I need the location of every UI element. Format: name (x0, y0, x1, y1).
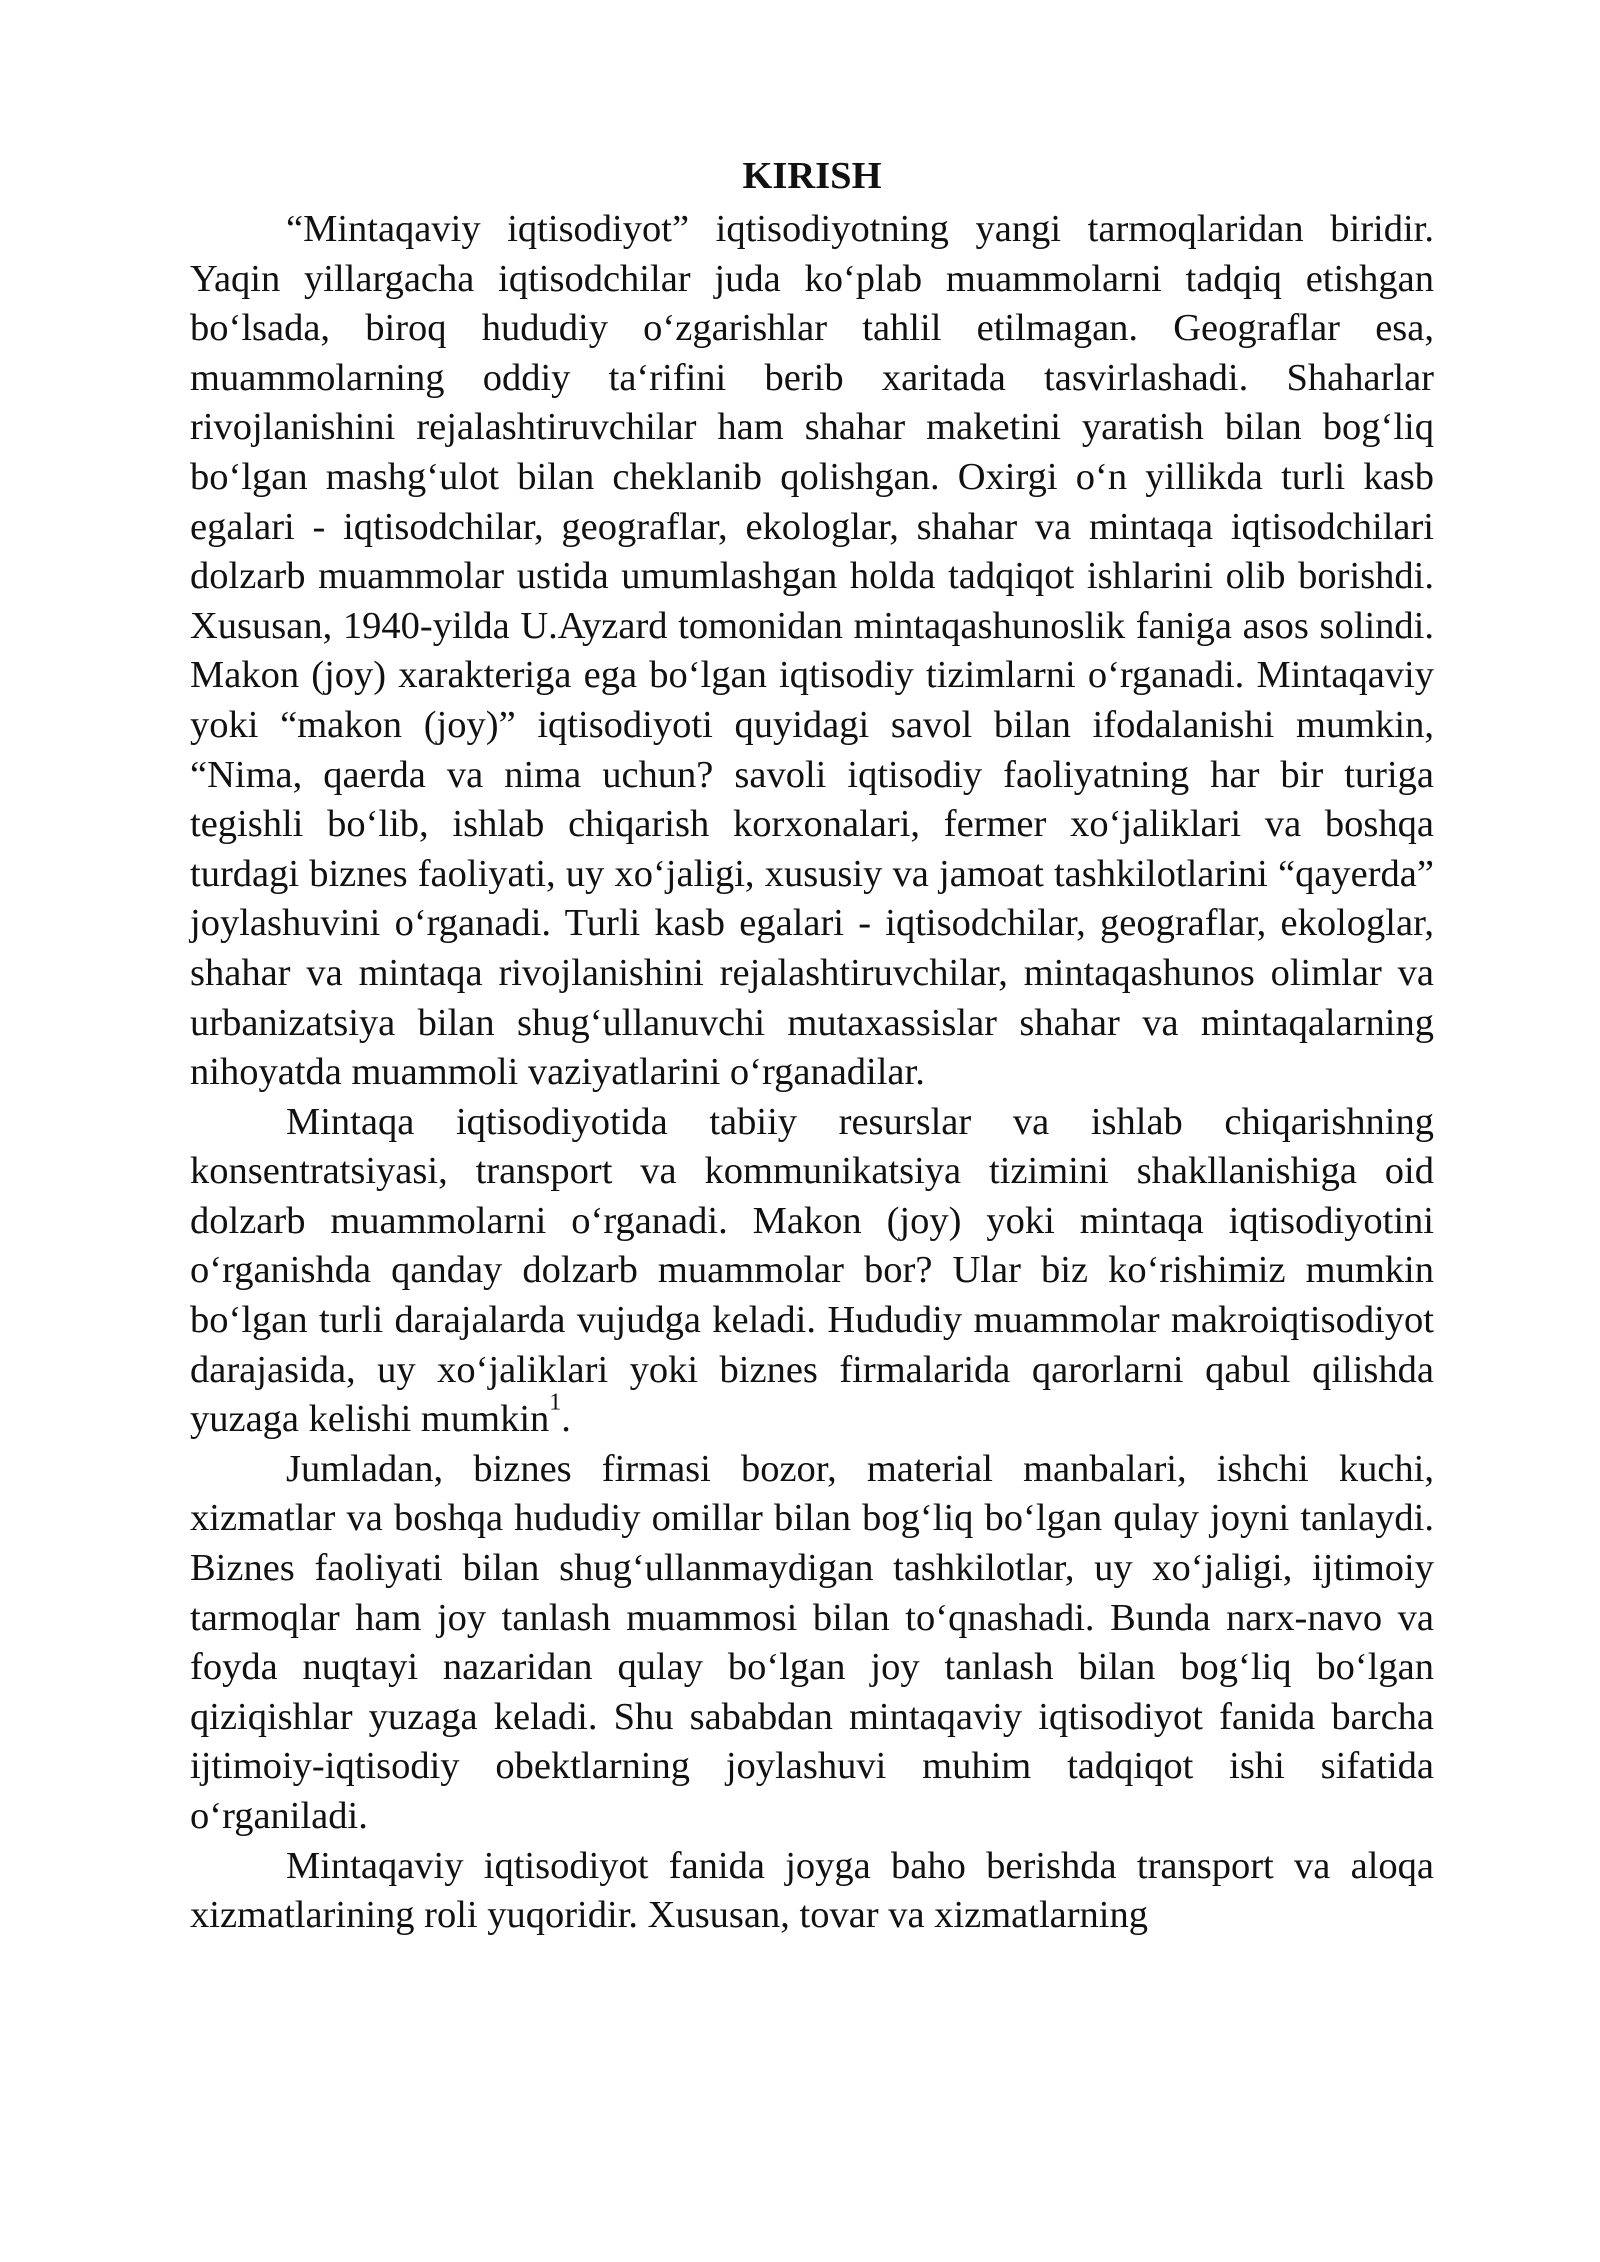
paragraph-3: Jumladan, biznes firmasi bozor, material manbalari, ishchi kuchi, xizmatlar va boshqa hududiy omillar bilan bog‘liq bo‘lgan qulay joyni tanlaydi. Biznes faoliyati bilan shug‘ullanmaydigan tashkilotlar, uy xo‘jaligi, ijtimoiy tarmoqlar ham joy tanlash muammosi bilan to‘qnashadi. Bunda narx-navo va foyda nuqtayi nazaridan qulay bo‘lgan joy tanlash bilan bog‘liq bo‘lgan qiziqishlar yuzaga keladi. Shu sababdan mintaqaviy iqtisodiyot fanida barcha ijtimoiy-iqtisodiy obektlarning joylashuvi muhim tadqiqot ishi sifatida o‘rganiladi. (190, 1447, 1434, 1837)
paragraph-1: “Mintaqaviy iqtisodiyot” iqtisodiyotning yangi tarmoqlaridan biridir. Yaqin yillargacha iqtisodchilar juda ko‘plab muammolarni tadqiq etishgan bo‘lsada, biroq hududiy o‘zgarishlar tahlil etilmagan. Geograflar esa, muammolarning oddiy ta‘rifini berib xaritada tasvirlashadi. Shaharlar rivojlanishini rejalashtiruvchilar ham shahar maketini yaratish bilan bog‘liq bo‘lgan mashg‘ulot bilan cheklanib qolishgan. Oxirgi o‘n yillikda turli kasb egalari - iqtisodchilar, geograflar, ekologlar, shahar va mintaqa iqtisodchilari dolzarb muammolar ustida umumlashgan holda tadqiqot ishlarini olib borishdi. Xususan, 1940-yilda U.Ayzard tomonidan mintaqashunoslik faniga asos solindi. Makon (joy) xarakteriga ega bo‘lgan iqtisodiy tizimlarni o‘rganadi. Mintaqaviy yoki “makon (joy)” iqtisodiyoti quyidagi savol bilan ifodalanishi mumkin, “Nima, qaerda va nima uchun? savoli iqtisodiy faoliyatning har bir turiga tegishli bo‘lib, ishlab chiqarish korxonalari, fermer xo‘jaliklari va boshqa turdagi biznes faoliyati, uy xo‘jaligi, xususiy va jamoat tashkilotlarini “qayerda” joylashuvini o‘rganadi. Turli kasb egalari - iqtisodchilar, geograflar, ekologlar, shahar va mintaqa rivojlanishini rejalashtiruvchilar, mintaqashunos olimlar va urbanizatsiya bilan shug‘ullanuvchi mutaxassislar shahar va mintaqalarning nihoyatda muammoli vaziyatlarini o‘rganadilar. (190, 208, 1434, 1094)
paragraph-2-end: . (561, 1398, 571, 1441)
page-title: KIRISH (742, 155, 882, 197)
paragraph-4: Mintaqaviy iqtisodiyot fanida joyga baho berishda transport va aloqa xizmatlarining roli yuqoridir. Xususan, tovar va xizmatlarning (190, 1844, 1434, 1937)
paragraph-2 (190, 1098, 1434, 1445)
footnote-reference[interactable]: 1 (549, 1389, 562, 1416)
document-page (190, 150, 1434, 1941)
paragraph-2-text: Mintaqa iqtisodiyotida tabiiy resurslar va ishlab chiqarishning konsentratsiyasi, transport va kommunikatsiya tizimini shakllanishiga oid dolzarb muammolarni o‘rganadi. Makon (joy) yoki mintaqa iqtisodiyotini o‘rganishda qanday dolzarb muammolar bor? Ular biz ko‘rishimiz mumkin bo‘lgan turli darajalarda vujudga keladi. Hududiy muammolar makroiqtisodiyot darajasida, uy xo‘jaliklari yoki biznes firmalarida qarorlarni qabul qilishda yuzaga kelishi mumkin (190, 1100, 1434, 1441)
